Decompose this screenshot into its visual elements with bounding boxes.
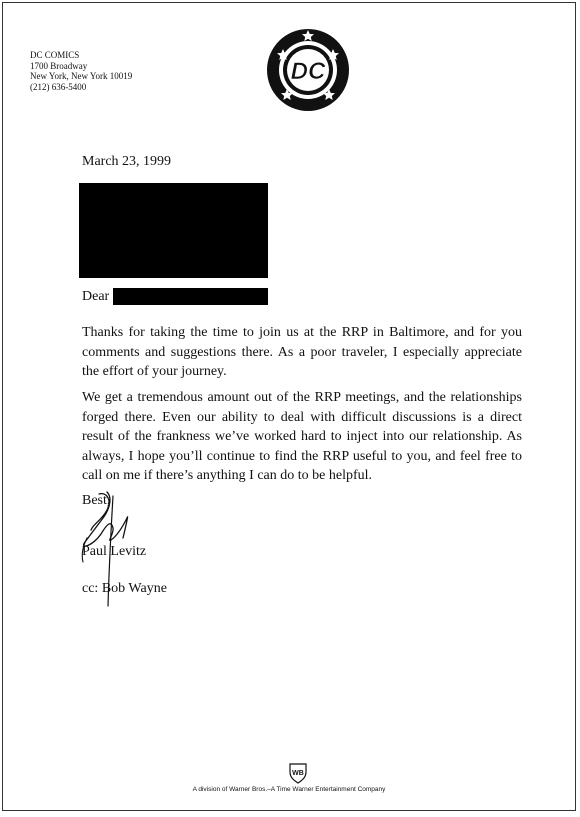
svg-text:WB: WB xyxy=(292,770,304,777)
letterhead-address xyxy=(30,50,132,92)
letter-date: March 23, 1999 xyxy=(82,154,172,169)
dc-bullet-logo xyxy=(265,27,351,113)
redacted-recipient-address xyxy=(79,183,268,278)
closing: Best, xyxy=(82,493,111,508)
wb-shield-logo xyxy=(288,762,308,784)
city-address: New York, New York 10019 xyxy=(30,71,133,81)
letter-page xyxy=(2,2,576,811)
paragraph-1: Thanks for taking the time to join us at the RRP in Baltimore, and for you comments and suggestions there. As a poor traveler, I especially appreciate the effort of your journey. xyxy=(82,325,522,379)
signer-name: Paul Levitz xyxy=(82,544,147,559)
company-name: DC COMICS xyxy=(30,50,80,60)
cc-line: cc: Bob Wayne xyxy=(82,581,167,596)
street-address: 1700 Broadway xyxy=(30,60,88,71)
paragraph-2: We get a tremendous amount out of the RRP meetings, and the relationships forged there. Even our ability to deal with difficult discussions is a direct result of the frankness we’ve worked hard to inject into our relationship. As always, I hope you’ll continue to find the RRP useful to you, and feel free to call on me if there’s anything I can do to be helpful. xyxy=(82,390,522,483)
phone-number: (212) 636-5400 xyxy=(30,81,87,92)
redacted-recipient-name xyxy=(113,288,268,305)
footer-text: A division of Warner Bros.–A Time Warner Entertainment Company xyxy=(192,786,386,793)
logo-text: DC xyxy=(290,58,326,85)
salutation: Dear xyxy=(82,289,110,304)
